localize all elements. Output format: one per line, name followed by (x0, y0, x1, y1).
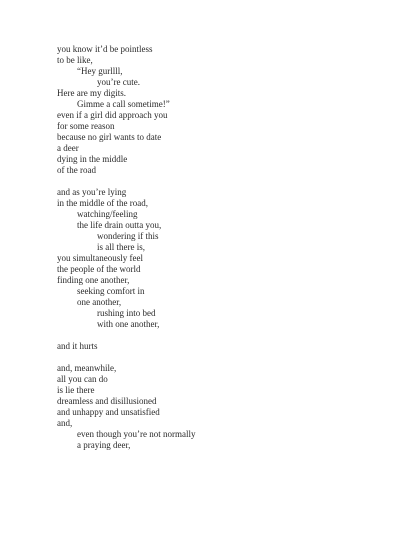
poem-line: the life drain outta you, (77, 220, 162, 230)
poem-line: finding one another, (57, 275, 130, 285)
poem-line: for some reason (57, 121, 115, 131)
poem-line: wondering if this (97, 231, 159, 241)
poem-line: a deer (57, 143, 79, 153)
poem-line: the people of the world (57, 264, 141, 274)
poem-line: Here are my digits. (57, 88, 126, 98)
stanza-break (57, 352, 195, 363)
poem-line: even if a girl did approach you (57, 110, 168, 120)
poem-line: you know it’d be pointless (57, 44, 153, 54)
poem-line: all you can do (57, 374, 108, 384)
poem-line: you’re cute. (97, 77, 140, 87)
poem-line: and as you’re lying (57, 187, 127, 197)
poem-line: watching/feeling (77, 209, 138, 219)
poem-line: dying in the middle (57, 154, 128, 164)
poem-line: of the road (57, 165, 96, 175)
stanza-break (57, 330, 195, 341)
poem-line: you simultaneously feel (57, 253, 143, 263)
poem-text-block (57, 44, 195, 451)
poem-line: a praying deer, (77, 440, 131, 450)
poem-line: is all there is, (97, 242, 145, 252)
poem-line: to be like, (57, 55, 93, 65)
stanza-break (57, 176, 195, 187)
poem-line: Gimme a call sometime!” (77, 99, 170, 109)
poem-line: seeking comfort in (77, 286, 145, 296)
poem-line: with one another, (97, 319, 160, 329)
poem-line: and it hurts (57, 341, 98, 351)
poem-line: one another, (77, 297, 122, 307)
poem-line: even though you’re not normally (77, 429, 196, 439)
poem-line: because no girl wants to date (57, 132, 162, 142)
poem-line: and unhappy and unsatisfied (57, 407, 160, 417)
poem-line: in the middle of the road, (57, 198, 148, 208)
poem-line: and, (57, 418, 73, 428)
poem-line: and, meanwhile, (57, 363, 117, 373)
poem-line: rushing into bed (97, 308, 156, 318)
poem-line: “Hey gurllll, (77, 66, 123, 76)
poem-line: dreamless and disillusioned (57, 396, 157, 406)
poem-line: is lie there (57, 385, 95, 395)
